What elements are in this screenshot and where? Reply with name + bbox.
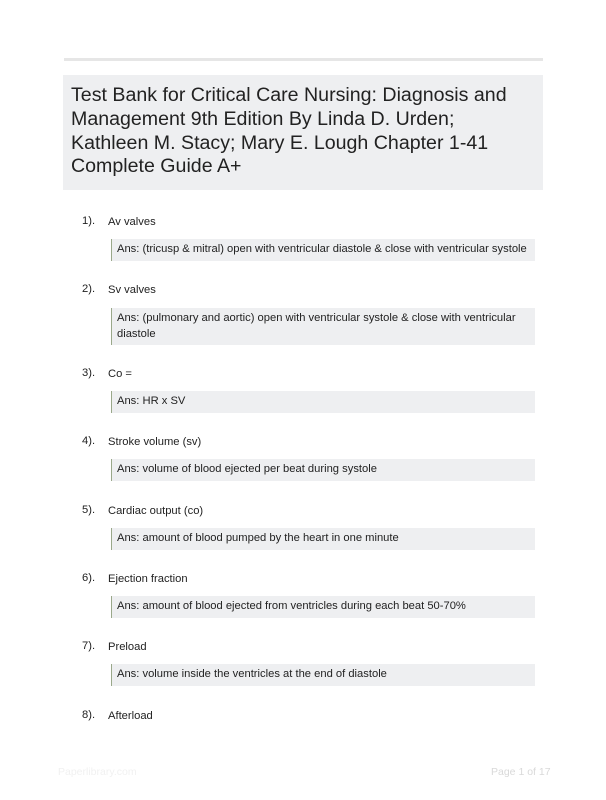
answer-box: Ans: (tricusp & mitral) open with ventricular diastole & close with ventricular systole	[111, 239, 535, 261]
question-number: 7).	[82, 640, 96, 652]
question-text: Afterload	[108, 710, 153, 722]
document-title: Test Bank for Critical Care Nursing: Diagnosis and Management 9th Edition By Linda D. Urden; Kathleen M. Stacy; Mary E. Lough Chapter 1-41 Complete Guide A+	[71, 84, 507, 178]
question-text: Ejection fraction	[108, 573, 188, 585]
top-divider	[64, 58, 543, 61]
question-text: Preload	[108, 641, 147, 653]
question-number: 3).	[82, 367, 96, 379]
question-number: 8).	[82, 709, 96, 721]
question-text: Av valves	[108, 216, 156, 228]
question-number: 1).	[82, 215, 96, 227]
question-text: Stroke volume (sv)	[108, 436, 202, 448]
answer-box: Ans: amount of blood pumped by the heart in one minute	[111, 528, 535, 550]
question-number: 6).	[82, 572, 96, 584]
question-text: Cardiac output (co)	[108, 505, 204, 517]
question-text: Sv valves	[108, 284, 156, 296]
page-number: Page 1 of 17	[491, 766, 551, 778]
answer-box: Ans: amount of blood ejected from ventricles during each beat 50-70%	[111, 596, 535, 618]
answer-box: Ans: HR x SV	[111, 391, 535, 413]
answer-box: Ans: volume of blood ejected per beat during systole	[111, 459, 535, 481]
question-number: 2).	[82, 283, 96, 295]
title-banner	[63, 75, 543, 190]
question-text: Co =	[108, 368, 132, 380]
watermark-text: Paperlibrary.com	[58, 766, 137, 778]
question-number: 4).	[82, 435, 96, 447]
answer-box: Ans: volume inside the ventricles at the end of diastole	[111, 664, 535, 686]
answer-box: Ans: (pulmonary and aortic) open with ventricular systole & close with ventricular diastole	[111, 308, 535, 345]
question-number: 5).	[82, 504, 96, 516]
